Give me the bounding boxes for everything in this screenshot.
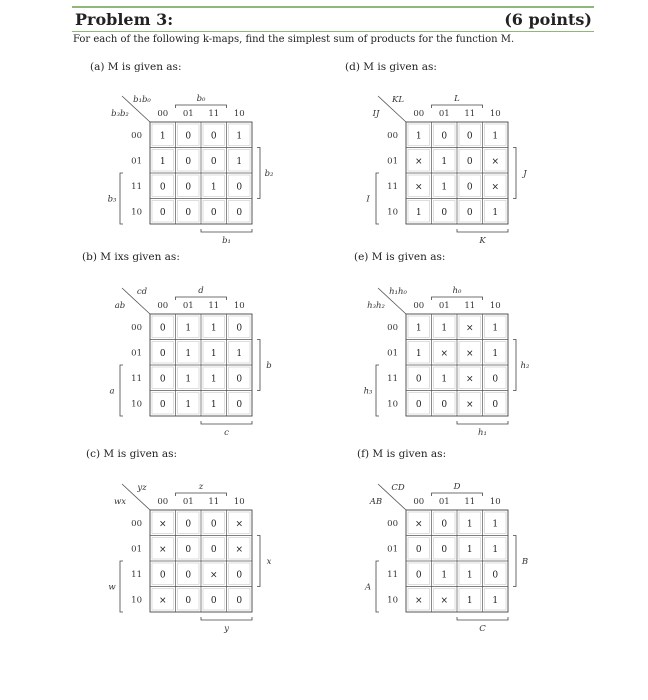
bottom-variable-label: c <box>224 428 229 438</box>
row-code: 00 <box>387 518 398 529</box>
row-code: 00 <box>131 322 142 333</box>
bottom-variable-bracket <box>457 421 508 424</box>
kmap-cell-value: 1 <box>415 131 422 142</box>
row-code: 11 <box>131 569 142 580</box>
kmap-cell-value: × <box>491 182 500 193</box>
kmap-cell-value: 0 <box>159 570 166 581</box>
top-variable-label: L <box>454 94 460 104</box>
kmap-cell-value: 1 <box>210 399 217 410</box>
kmap-cell-value: 0 <box>236 323 243 334</box>
kmap-cell-value: × <box>235 544 244 555</box>
caption-b: (b) M ixs given as: <box>82 251 180 263</box>
kmap-cell-value: 0 <box>185 570 192 581</box>
bottom-variable-label: h₁ <box>478 428 487 438</box>
kmap-cell-value: 0 <box>210 595 217 606</box>
kmap-cell-value: 1 <box>492 207 499 218</box>
corner-left-label: b₃b₂ <box>111 109 129 119</box>
column-code: 00 <box>413 109 425 119</box>
left-variable-label: a <box>109 386 115 397</box>
kmap-cell-value: 0 <box>441 519 448 530</box>
row-code: 10 <box>387 595 398 606</box>
corner-top-label: yz <box>137 483 147 493</box>
right-variable-bracket <box>513 340 516 391</box>
column-code: 11 <box>464 109 476 119</box>
kmap-cell-value: 0 <box>415 399 422 410</box>
column-code: 10 <box>489 109 501 119</box>
kmap-cell-value: 0 <box>236 595 243 606</box>
kmap-cell-value: 1 <box>236 156 243 167</box>
kmap-cell-value: 0 <box>185 156 192 167</box>
kmap-cell-value: 1 <box>415 323 422 334</box>
column-code: 11 <box>208 497 220 507</box>
row-code: 01 <box>387 544 398 555</box>
instruction-text: For each of the following k-maps, find the simplest sum of products for the function M. <box>73 34 515 45</box>
row-code: 00 <box>387 130 398 141</box>
column-code: 11 <box>464 497 476 507</box>
kmap-cell-value: 1 <box>185 374 192 385</box>
left-variable-label: h₃ <box>363 386 373 397</box>
left-variable-bracket <box>376 173 379 224</box>
corner-top-label: CD <box>391 483 405 493</box>
kmap-cell-value: 0 <box>210 156 217 167</box>
kmap-cell-value: × <box>465 374 474 385</box>
bottom-variable-bracket <box>201 617 252 620</box>
kmap-cell-value: × <box>440 348 449 359</box>
kmap-cell-value: 1 <box>466 595 473 606</box>
kmap-cell-value: × <box>440 595 449 606</box>
kmap-cell-value: 1 <box>159 156 166 167</box>
kmap-figure <box>110 276 310 436</box>
left-variable-bracket <box>120 561 123 612</box>
kmap-figure <box>110 472 310 632</box>
bottom-variable-label: y <box>224 624 229 634</box>
corner-left-label: h₃h₂ <box>367 301 385 311</box>
kmap-cell-value: 0 <box>185 519 192 530</box>
kmap-cell-value: 0 <box>466 156 473 167</box>
kmap-figure <box>363 276 566 438</box>
kmap-cell-value: 1 <box>236 348 243 359</box>
row-code: 01 <box>131 348 142 359</box>
bottom-variable-bracket <box>201 229 252 232</box>
kmap-cell-value: 1 <box>185 348 192 359</box>
bottom-variable-bracket <box>457 229 508 232</box>
column-code: 10 <box>489 301 501 311</box>
kmap-cell-value: 0 <box>466 207 473 218</box>
column-code: 00 <box>413 301 425 311</box>
kmap-cell-value: 1 <box>441 570 448 581</box>
row-code: 10 <box>131 207 142 218</box>
kmap-cell-value: 1 <box>415 207 422 218</box>
corner-left-label: ab <box>114 301 126 311</box>
kmap-b <box>110 276 310 436</box>
kmap-cell-value: 0 <box>236 570 243 581</box>
kmap-figure <box>366 472 566 632</box>
kmap-cell-value: 0 <box>159 374 166 385</box>
kmap-cell-value: 1 <box>210 374 217 385</box>
kmap-cell-value: 0 <box>441 544 448 555</box>
right-variable-bracket <box>513 148 516 199</box>
kmap-cell-value: 1 <box>210 182 217 193</box>
column-code: 01 <box>182 109 194 119</box>
kmap-cell-value: 0 <box>185 182 192 193</box>
caption-d: (d) M is given as: <box>345 61 437 73</box>
corner-left-label: wx <box>113 497 127 507</box>
kmap-cell-value: 1 <box>492 595 499 606</box>
kmap-cell-value: 1 <box>441 374 448 385</box>
kmap-cell-value: 0 <box>210 519 217 530</box>
kmap-cell-value: 1 <box>492 519 499 530</box>
column-code: 10 <box>233 109 245 119</box>
caption-c: (c) M is given as: <box>86 448 178 460</box>
kmap-cell-value: × <box>158 595 167 606</box>
kmap-cell-value: 0 <box>492 570 499 581</box>
kmap-cell-value: 1 <box>466 544 473 555</box>
kmap-cell-value: 0 <box>210 131 217 142</box>
caption-a: (a) M is given as: <box>90 61 182 73</box>
row-code: 11 <box>131 181 142 192</box>
kmap-cell-value: 1 <box>441 156 448 167</box>
left-variable-bracket <box>120 365 123 416</box>
kmap-cell-value: 1 <box>441 182 448 193</box>
row-code: 11 <box>387 181 398 192</box>
right-variable-label: x <box>266 557 272 567</box>
top-variable-label: d <box>198 286 204 296</box>
column-code: 01 <box>182 301 194 311</box>
top-variable-label: b₀ <box>196 94 206 104</box>
kmap-cell-value: × <box>235 519 244 530</box>
right-variable-bracket <box>257 148 260 199</box>
kmap-cell-value: × <box>158 519 167 530</box>
kmap-cell-value: 0 <box>159 399 166 410</box>
row-code: 10 <box>131 399 142 410</box>
bottom-variable-label: K <box>479 236 486 246</box>
kmap-cell-value: 0 <box>492 374 499 385</box>
kmap-cell-value: 1 <box>492 323 499 334</box>
top-variable-label: D <box>453 482 461 492</box>
corner-top-label: b₁b₀ <box>133 95 151 105</box>
row-code: 01 <box>387 156 398 167</box>
column-code: 11 <box>208 301 220 311</box>
bottom-variable-label: b₁ <box>222 236 231 246</box>
kmap-cell-value: 0 <box>185 544 192 555</box>
kmap-cell-value: 0 <box>185 595 192 606</box>
title-rule <box>72 31 594 32</box>
kmap-cell-value: 1 <box>236 131 243 142</box>
kmap-cell-value: × <box>414 182 423 193</box>
kmap-figure <box>107 84 310 246</box>
kmap-cell-value: 1 <box>492 544 499 555</box>
kmap-cell-value: 1 <box>185 399 192 410</box>
row-code: 01 <box>131 544 142 555</box>
problem-points: (6 points) <box>504 10 592 29</box>
bottom-variable-label: C <box>479 624 486 634</box>
kmap-cell-value: 0 <box>159 207 166 218</box>
column-code: 11 <box>464 301 476 311</box>
top-variable-bracket <box>432 105 483 108</box>
right-variable-label: J <box>523 169 527 179</box>
kmap-cell-value: 0 <box>236 374 243 385</box>
column-code: 01 <box>438 497 450 507</box>
kmap-cell-value: 0 <box>236 182 243 193</box>
right-variable-label: B <box>521 557 529 567</box>
corner-top-label: h₁h₀ <box>389 287 407 297</box>
row-code: 01 <box>131 156 142 167</box>
column-code: 10 <box>233 301 245 311</box>
corner-left-label: AB <box>369 497 383 507</box>
right-variable-label: h₂ <box>520 361 530 371</box>
kmap-cell-value: × <box>158 544 167 555</box>
kmap-cell-value: 1 <box>159 131 166 142</box>
column-code: 10 <box>489 497 501 507</box>
left-variable-label: w <box>108 582 116 593</box>
right-variable-label: b <box>266 361 272 371</box>
top-variable-bracket <box>176 105 227 108</box>
left-variable-label: b₃ <box>107 194 117 205</box>
kmap-cell-value: 1 <box>415 348 422 359</box>
kmap-cell-value: × <box>414 595 423 606</box>
caption-f: (f) M is given as: <box>357 448 447 460</box>
column-code: 10 <box>233 497 245 507</box>
kmap-cell-value: 1 <box>210 348 217 359</box>
right-variable-label: b₂ <box>264 169 274 179</box>
kmap-cell-value: × <box>465 323 474 334</box>
kmap-e <box>363 276 566 438</box>
left-variable-bracket <box>120 173 123 224</box>
kmap-f <box>366 472 566 632</box>
kmap-figure <box>366 84 566 244</box>
column-code: 00 <box>157 109 169 119</box>
column-code: 00 <box>157 497 169 507</box>
kmap-cell-value: 0 <box>185 207 192 218</box>
kmap-cell-value: × <box>209 570 218 581</box>
column-code: 01 <box>438 301 450 311</box>
kmap-cell-value: 0 <box>159 348 166 359</box>
kmap-cell-value: 1 <box>185 323 192 334</box>
column-code: 01 <box>182 497 194 507</box>
row-code: 00 <box>131 518 142 529</box>
kmap-cell-value: 0 <box>466 131 473 142</box>
kmap-cell-value: × <box>465 348 474 359</box>
kmap-cell-value: × <box>491 156 500 167</box>
top-rule <box>72 6 594 8</box>
kmap-cell-value: 0 <box>441 207 448 218</box>
column-code: 00 <box>157 301 169 311</box>
caption-e: (e) M is given as: <box>354 251 446 263</box>
kmap-d <box>366 84 566 244</box>
row-code: 01 <box>387 348 398 359</box>
kmap-cell-value: 0 <box>415 544 422 555</box>
kmap-cell-value: 1 <box>466 519 473 530</box>
top-variable-label: z <box>198 482 204 492</box>
top-variable-bracket <box>176 493 227 496</box>
kmap-cell-value: 0 <box>159 182 166 193</box>
bottom-variable-bracket <box>201 421 252 424</box>
row-code: 00 <box>387 322 398 333</box>
column-code: 01 <box>438 109 450 119</box>
kmap-cell-value: 1 <box>466 570 473 581</box>
kmap-cell-value: 0 <box>441 131 448 142</box>
left-variable-label: I <box>366 194 370 205</box>
row-code: 11 <box>387 373 398 384</box>
left-variable-bracket <box>376 365 379 416</box>
kmap-cell-value: 0 <box>441 399 448 410</box>
top-variable-bracket <box>432 297 483 300</box>
left-variable-bracket <box>376 561 379 612</box>
kmap-cell-value: 0 <box>492 399 499 410</box>
kmap-cell-value: 0 <box>415 374 422 385</box>
kmap-cell-value: 0 <box>236 399 243 410</box>
right-variable-bracket <box>257 536 260 587</box>
column-code: 00 <box>413 497 425 507</box>
kmap-cell-value: × <box>465 399 474 410</box>
kmap-cell-value: 0 <box>415 570 422 581</box>
problem-title: Problem 3: <box>75 10 174 29</box>
kmap-cell-value: 1 <box>492 348 499 359</box>
kmap-cell-value: 0 <box>185 131 192 142</box>
bottom-variable-bracket <box>457 617 508 620</box>
top-variable-bracket <box>432 493 483 496</box>
corner-left-label: IJ <box>372 109 380 119</box>
right-variable-bracket <box>257 340 260 391</box>
kmap-cell-value: 0 <box>236 207 243 218</box>
kmap-a <box>107 84 310 246</box>
kmap-cell-value: 1 <box>441 323 448 334</box>
row-code: 11 <box>387 569 398 580</box>
kmap-cell-value: 0 <box>159 323 166 334</box>
row-code: 00 <box>131 130 142 141</box>
row-code: 10 <box>387 207 398 218</box>
top-variable-label: h₀ <box>452 286 462 296</box>
kmap-cell-value: 1 <box>210 323 217 334</box>
kmap-cell-value: 1 <box>492 131 499 142</box>
kmap-cell-value: 0 <box>210 207 217 218</box>
row-code: 10 <box>387 399 398 410</box>
right-variable-bracket <box>513 536 516 587</box>
corner-top-label: cd <box>136 287 148 297</box>
corner-top-label: KL <box>392 95 404 105</box>
kmap-cell-value: 0 <box>210 544 217 555</box>
kmap-cell-value: × <box>414 156 423 167</box>
left-variable-label: A <box>364 582 372 593</box>
column-code: 11 <box>208 109 220 119</box>
top-variable-bracket <box>176 297 227 300</box>
kmap-cell-value: 0 <box>466 182 473 193</box>
row-code: 10 <box>131 595 142 606</box>
kmap-c <box>110 472 310 632</box>
kmap-cell-value: × <box>414 519 423 530</box>
row-code: 11 <box>131 373 142 384</box>
